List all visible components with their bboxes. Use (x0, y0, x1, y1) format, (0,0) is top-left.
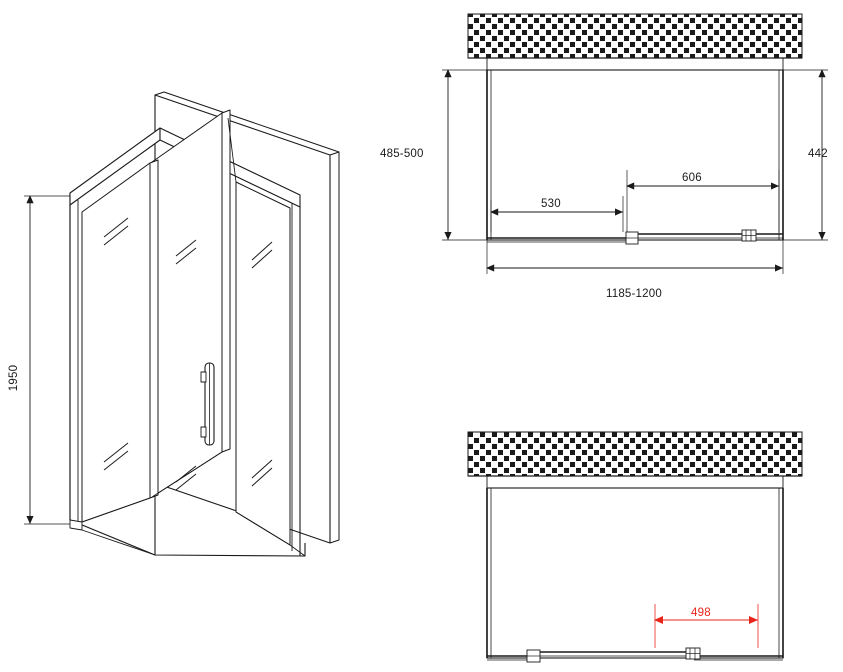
label-passage-498: 498 (691, 607, 711, 619)
label-height-1950: 1950 (8, 364, 20, 392)
label-panel-530: 530 (541, 198, 561, 210)
top-plan-view-group (468, 14, 802, 244)
dimension-height-1950 (24, 196, 70, 524)
label-depth-442: 442 (808, 148, 828, 160)
label-depth-485-500: 485-500 (380, 148, 424, 160)
isometric-view-group (70, 92, 339, 556)
label-opening-606: 606 (682, 172, 702, 184)
label-width-1185-1200: 1185-1200 (606, 288, 662, 300)
bottom-plan-view-group (468, 432, 802, 662)
